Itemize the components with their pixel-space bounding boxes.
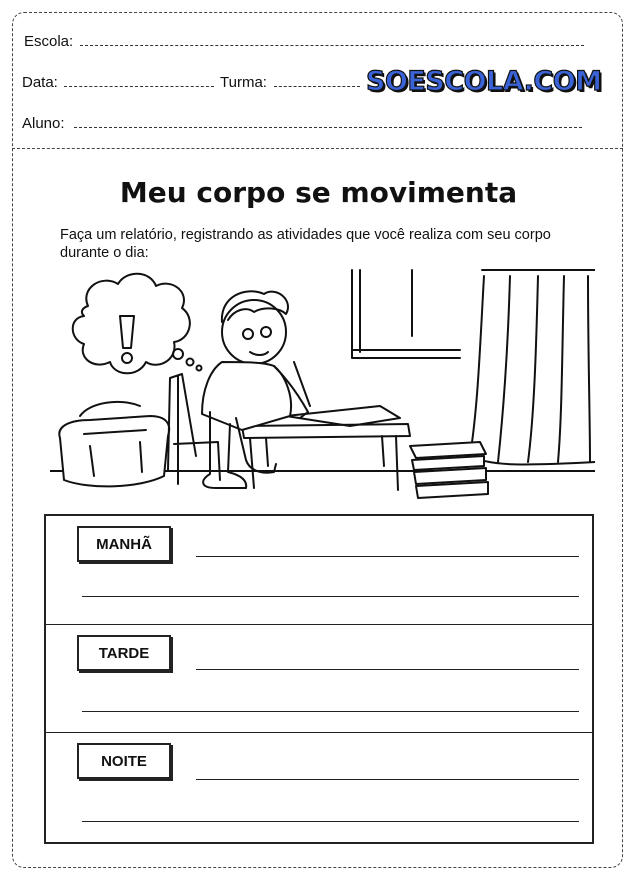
- class-label: Turma:: [220, 74, 267, 91]
- date-label: Data:: [22, 74, 58, 91]
- school-field[interactable]: [80, 45, 584, 46]
- date-field[interactable]: [64, 86, 214, 87]
- period-row-afternoon: [46, 624, 592, 733]
- writing-line[interactable]: [82, 711, 579, 712]
- writing-line[interactable]: [82, 821, 579, 822]
- student-label: Aluno:: [22, 115, 65, 132]
- page-title: Meu corpo se movimenta: [119, 176, 518, 209]
- period-label-morning: MANHÃ: [77, 526, 171, 562]
- writing-line[interactable]: [196, 669, 579, 670]
- period-label-night: NOITE: [77, 743, 171, 779]
- class-field[interactable]: [274, 86, 360, 87]
- school-label: Escola:: [24, 33, 74, 50]
- student-field[interactable]: [74, 127, 582, 128]
- soescola-logo: SOESCOLA.COM: [366, 66, 602, 97]
- activity-table: [44, 514, 594, 844]
- exclamation-icon: [120, 316, 134, 348]
- boy-thinking-at-desk-illustration: [50, 266, 595, 506]
- writing-line[interactable]: [196, 556, 579, 557]
- instruction-text: Faça um relatório, registrando as atividades que você realiza com seu corpo durante o dia:: [60, 227, 551, 261]
- writing-line[interactable]: [196, 779, 579, 780]
- period-row-morning: [46, 516, 592, 624]
- period-row-night: [46, 732, 592, 841]
- period-label-afternoon: TARDE: [77, 635, 171, 671]
- header-separator: [12, 148, 623, 149]
- writing-line[interactable]: [82, 596, 579, 597]
